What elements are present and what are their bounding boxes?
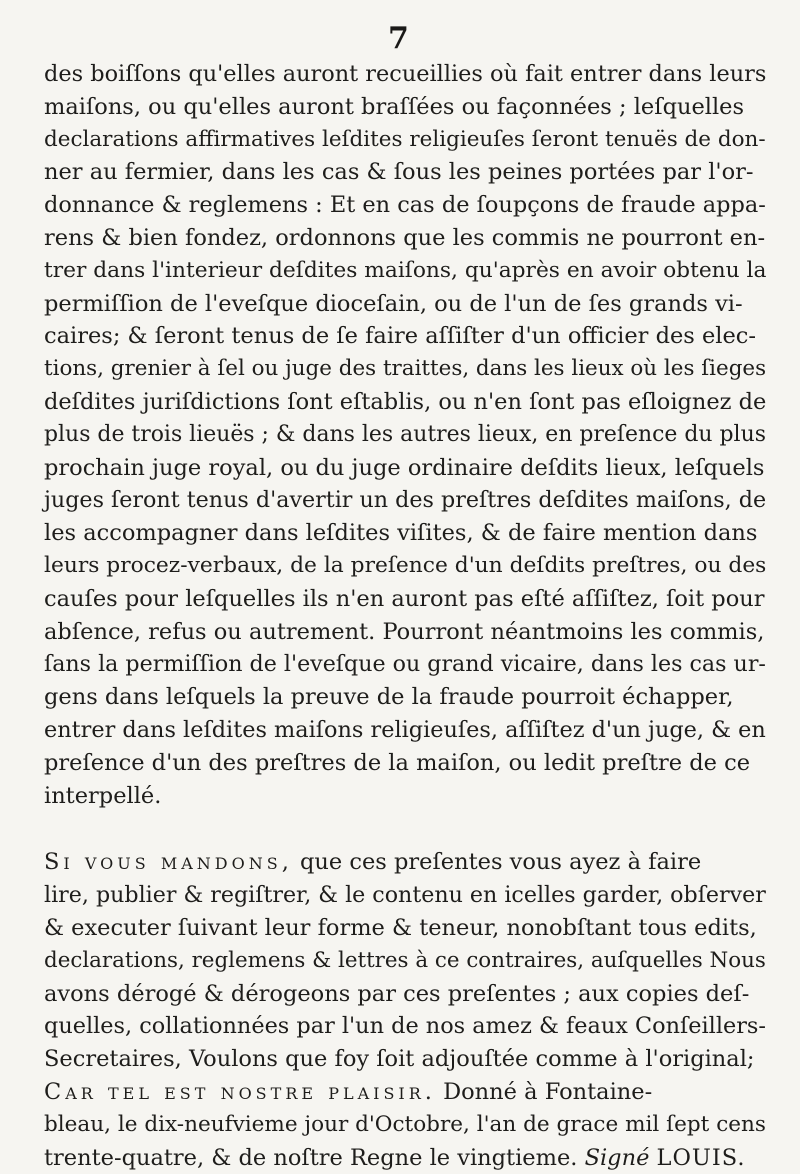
text-line: juges ſeront tenus d'avertir un des preſtres deſdites maiſons, de xyxy=(44,484,766,517)
text-line: ſans la permiſſion de l'eveſque ou grand vicaire, dans les cas ur- xyxy=(44,648,766,681)
closing-text: trente-quatre, & de noſtre Regne le vingtieme. xyxy=(44,1145,585,1171)
text-line: declarations, reglemens & lettres à ce contraires, auſquelles Nous xyxy=(44,945,766,978)
body-text xyxy=(44,58,766,1174)
paragraph-mandate xyxy=(44,846,766,1174)
text-line: les accompagner dans leſdites viſites, & de faire mention dans xyxy=(44,517,766,550)
text-line: Secretaires, Voulons que foy ſoit adjouſtée comme à l'original; xyxy=(44,1043,766,1076)
text-line: avons dérogé & dérogeons par ces preſentes ; aux copies deſ- xyxy=(44,978,766,1011)
page-number: 7 xyxy=(388,22,409,56)
text-line: rens & bien fondez, ordonnons que les commis ne pourront en- xyxy=(44,222,766,255)
paragraph-gap xyxy=(44,812,766,846)
text-line: permiſſion de l'eveſque dioceſain, ou de l'un de ſes grands vi- xyxy=(44,288,766,321)
closing-line xyxy=(44,1142,766,1174)
text-line: preſence d'un des preſtres de la maiſon, ou ledit preſtre de ce xyxy=(44,747,766,780)
line-text: que ces preſentes vous ayez à faire xyxy=(293,849,701,875)
text-line: declarations affirmatives leſdites religieuſes ſeront tenuës de don- xyxy=(44,124,766,157)
text-line: des boiſſons qu'elles auront recueillies où fait entrer dans leurs xyxy=(44,58,766,91)
text-line: entrer dans leſdites maiſons religieuſes, aſſiſtez d'un juge, & en xyxy=(44,714,766,747)
text-line: quelles, collationnées par l'un de nos amez & feaux Conſeillers- xyxy=(44,1010,766,1043)
text-line: & executer ſuivant leur forme & teneur, nonobſtant tous edits, xyxy=(44,912,766,945)
text-line: donnance & reglemens : Et en cas de ſoupçons de fraude appa- xyxy=(44,189,766,222)
text-line: maiſons, ou qu'elles auront braſſées ou façonnées ; leſquelles xyxy=(44,91,766,124)
text-line: prochain juge royal, ou du juge ordinaire deſdits lieux, leſquels xyxy=(44,452,766,485)
signature-name: LOUIS. xyxy=(657,1145,746,1171)
text-line: deſdites juriſdictions ſont eſtablis, ou n'en ſont pas eſloignez de xyxy=(44,386,766,419)
small-caps-phrase: Si vous mandons, xyxy=(44,849,293,875)
line-text: Donné à Fontaine- xyxy=(436,1079,652,1105)
text-line: plus de trois lieuës ; & dans les autres lieux, en preſence du plus xyxy=(44,419,766,452)
text-line: leurs procez-verbaux, de la preſence d'un deſdits preſtres, ou des xyxy=(44,550,766,583)
text-line xyxy=(44,1076,766,1109)
signed-label: Signé xyxy=(585,1145,650,1171)
text-line: trer dans l'interieur deſdites maiſons, qu'après en avoir obtenu la xyxy=(44,255,766,288)
text-line: cauſes pour leſquelles ils n'en auront pas eſté aſſiſtez, ſoit pour xyxy=(44,583,766,616)
text-line: lire, publier & regiſtrer, & le contenu en icelles garder, obſerver xyxy=(44,879,766,912)
text-line: ner au fermier, dans les cas & ſous les peines portées par l'or- xyxy=(44,156,766,189)
paragraph-ordinance xyxy=(44,58,766,812)
text-line: bleau, le dix-neufvieme jour d'Octobre, l'an de grace mil ſept cens xyxy=(44,1109,766,1142)
text-line: interpellé. xyxy=(44,780,766,813)
text-line: gens dans leſquels la preuve de la fraude pourroit échapper, xyxy=(44,681,766,714)
text-line xyxy=(44,846,766,879)
text-line: tions, grenier à ſel ou juge des traittes, dans les lieux où les ſieges xyxy=(44,353,766,386)
text-line: abſence, refus ou autrement. Pourront néantmoins les commis, xyxy=(44,616,766,649)
small-caps-phrase: Car tel est nostre plaisir. xyxy=(44,1079,436,1105)
text-line: caires; & ſeront tenus de ſe faire aſſiſter d'un officier des elec- xyxy=(44,320,766,353)
